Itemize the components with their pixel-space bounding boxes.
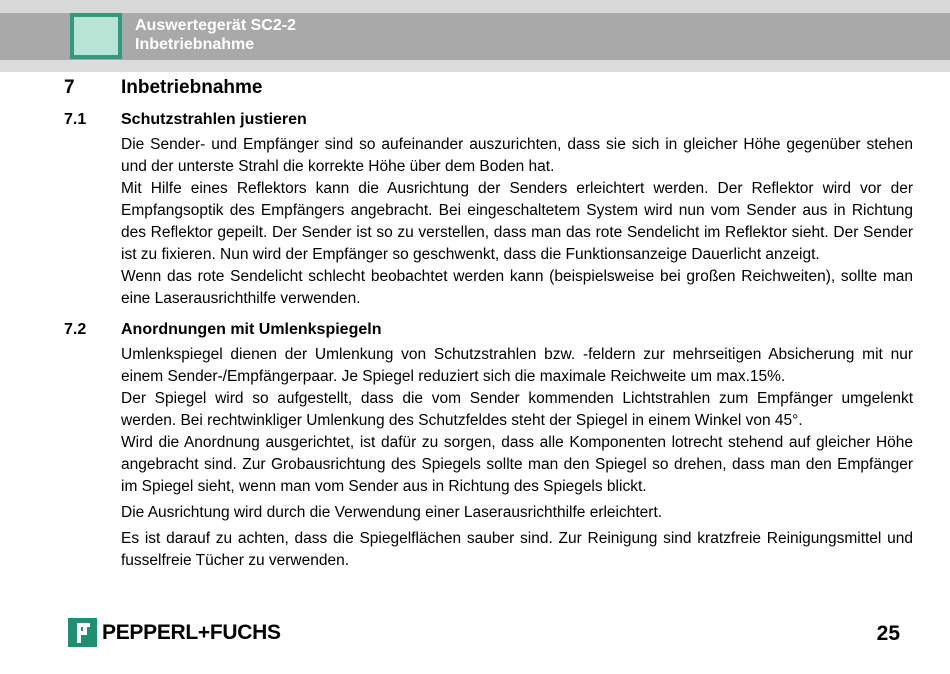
page-number: 25 [876,622,900,645]
paragraph: Die Sender- und Empfänger sind so aufeinander auszurichten, dass sie sich in gleicher Höhe gegenüber stehen und der unterste Strahl die korrekte Höhe über dem Boden hat. [121,136,913,175]
section-title: Schutzstrahlen justieren [121,111,307,128]
chapter-heading [64,75,914,101]
running-header [135,16,296,54]
section-title: Anordnungen mit Umlenkspiegeln [121,321,382,338]
section-7-1 [64,109,914,310]
paragraph: Es ist darauf zu achten, dass die Spiegelflächen sauber sind. Zur Reinigung sind kratzfreie Reinigungsmittel und fusselfreie Tücher zu verwenden. [121,530,913,569]
paragraph: Mit Hilfe eines Reflektors kann die Ausrichtung der Senders erleichtert werden. Der Reflektor wird vor der Empfangsoptik des Empfängers angebracht. Bei eingeschaltetem System wird nun vom Sender aus in Richtung des Reflektor gepeilt. Der Sender ist so zu verstellen, dass man das rote Sendelicht im Reflektor sieht. Der Sender ist zu fixieren. Nun wird der Empfänger so geschwenkt, dass die Funktionsanzeige Dauerlicht anzeigt. [121,180,913,263]
paragraph: Der Spiegel wird so aufgestellt, dass die vom Sender kommenden Lichtstrahlen zum Empfänger umgelenkt werden. Bei rechtwinkliger Umlenkung des Schutzfeldes steht der Spiegel in einem Winkel von 45°. [121,390,913,429]
brand-name: PEPPERL+FUCHS [102,620,281,644]
section-number: 7.1 [64,111,87,128]
section-number: 7.2 [64,321,87,338]
pepperl-fuchs-logo-icon [68,618,97,647]
section-heading [64,319,914,341]
section-heading [64,109,914,131]
section-body [121,134,913,310]
header-product-title: Auswertegerät SC2-2 [135,17,296,34]
paragraph: Wenn das rote Sendelicht schlecht beobachtet werden kann (beispielsweise bei großen Reichweiten), sollte man eine Laserausrichthilfe verwenden. [121,268,913,307]
paragraph: Umlenkspiegel dienen der Umlenkung von Schutzstrahlen bzw. -feldern zur mehrseitigen Absicherung mit nur einem Sender-/Empfängerpaar. Je Spiegel reduziert sich die maximale Reichweite um max.15%. [121,346,913,385]
paragraph: Wird die Anordnung ausgerichtet, ist dafür zu sorgen, dass alle Komponenten lotrecht stehend auf gleicher Höhe angebracht sind. Zur Grobausrichtung des Spiegels sollte man den Spiegel so drehen, dass man den Empfänger im Spiegel sieht, wenn man vom Sender aus in Richtung des Spiegels blickt. [121,434,913,495]
header-chapter-title: Inbetriebnahme [135,36,255,53]
paragraph: Die Ausrichtung wird durch die Verwendung einer Laserausrichthilfe erleichtert. [121,504,663,521]
header-bottom-strip [0,60,950,72]
section-body [121,344,913,572]
chapter-number: 7 [64,77,75,98]
section-7-2 [64,319,914,572]
footer-logo [68,618,281,647]
chapter-title: Inbetriebnahme [121,77,263,98]
page-content [64,75,914,572]
header-top-strip [0,0,950,13]
section-marker-icon [70,13,122,59]
